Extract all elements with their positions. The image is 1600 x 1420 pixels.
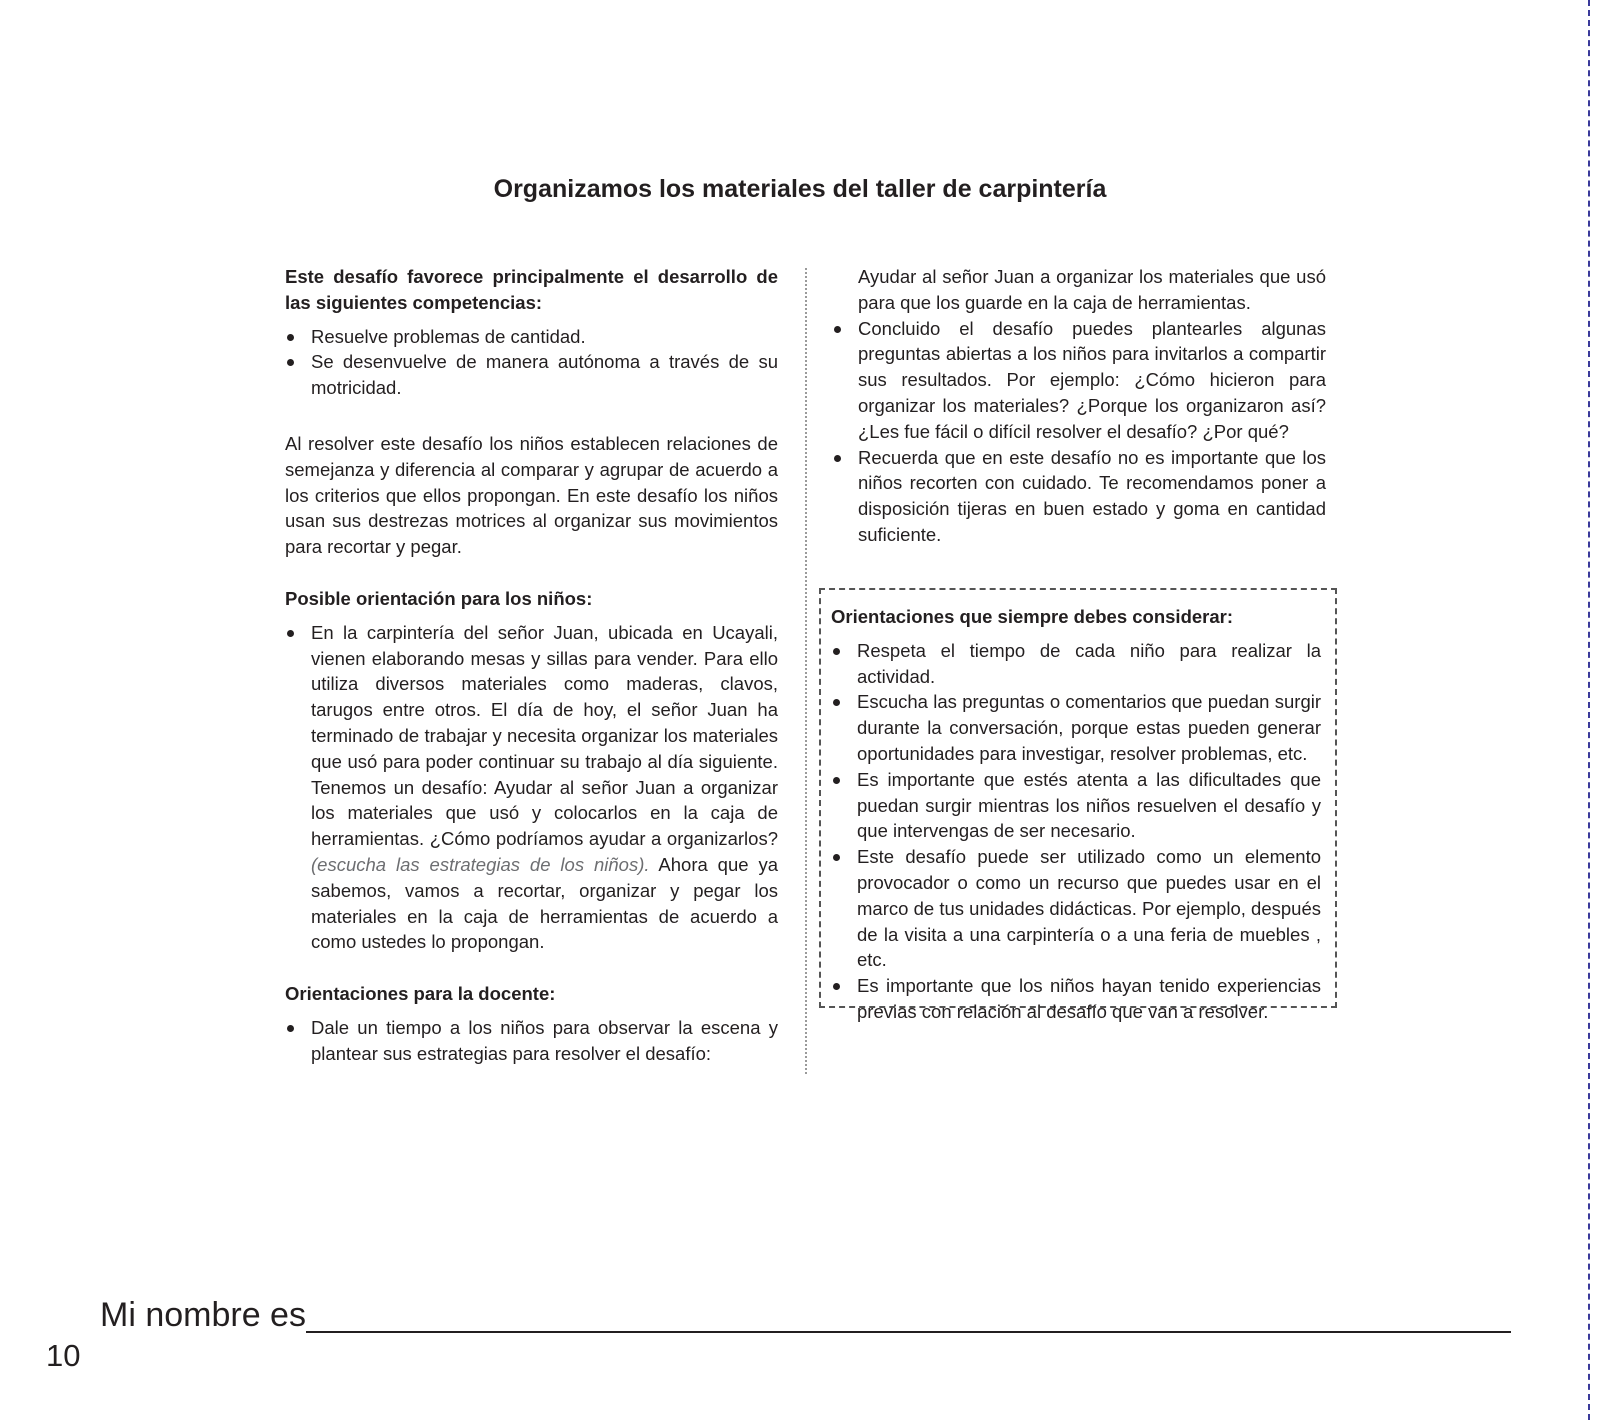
bullet-icon	[287, 1025, 294, 1032]
bullet-icon	[833, 699, 840, 706]
bullet-icon	[287, 334, 294, 341]
orientation-italic-note: (escucha las estrategias de los niños).	[311, 853, 650, 875]
bullet-icon	[834, 455, 841, 462]
cut-line	[1588, 0, 1590, 1420]
list-item: Escucha las preguntas o comentarios que puedan surgir durante la conversación, porque estas pueden generar oportunidades para investigar, resolver problemas, etc.	[831, 689, 1321, 766]
list-item: Resuelve problemas de cantidad.	[285, 324, 778, 350]
teacher-list	[285, 1015, 778, 1067]
left-column	[285, 264, 778, 1067]
list-item: Concluido el desafío puedes plantearles algunas preguntas abiertas a los niños para invitarlos a compartir sus resultados. Por ejemplo: ¿Cómo hicieron para organizar los materiales? ¿Porque los organizaron así? ¿Les fue fácil o difícil resolver el desafío? ¿Por qué?	[832, 316, 1326, 445]
name-label: Mi nombre es	[100, 1296, 306, 1334]
teacher-heading: Orientaciones para la docente:	[285, 983, 556, 1005]
competencies-list	[285, 324, 778, 401]
teacher-list-continued	[832, 316, 1326, 548]
page-title: Organizamos los materiales del taller de carpintería	[493, 175, 1107, 203]
bullet-icon	[833, 777, 840, 784]
list-item: Respeta el tiempo de cada niño para realizar la actividad.	[831, 638, 1321, 690]
bullet-icon	[833, 854, 840, 861]
competencies-heading: Este desafío favorece principalmente el desarrollo de las siguientes competencias:	[285, 266, 778, 313]
box-heading: Orientaciones que siempre debes considerar:	[831, 606, 1234, 627]
orientation-list	[285, 620, 778, 955]
bullet-icon	[833, 648, 840, 655]
considerations-box	[819, 588, 1337, 1022]
right-column	[832, 264, 1326, 548]
column-divider	[805, 268, 807, 1074]
orientation-heading: Posible orientación para los niños:	[285, 587, 593, 609]
name-write-line[interactable]	[306, 1331, 1511, 1333]
intro-paragraph: Al resolver este desafío los niños establecen relaciones de semejanza y diferencia al comparar y agrupar de acuerdo a los criterios que ellos propongan. En este desafío los niños usan sus destrezas motrices al organizar sus movimientos para recortar y pegar.	[285, 432, 778, 558]
list-item: Es importante que estés atenta a las dificultades que puedan surgir mientras los niños resuelven el desafío y que intervengas de ser necesario.	[831, 767, 1321, 844]
list-item: Este desafío puede ser utilizado como un elemento provocador o como un recurso que puedes usar en el marco de tus unidades didácticas. Por ejemplo, después de la visita a una carpintería o a una feria de muebles , etc.	[831, 844, 1321, 973]
bullet-icon	[833, 983, 840, 990]
list-item: Dale un tiempo a los niños para observar la escena y plantear sus estrategias para resolver el desafío:	[285, 1015, 778, 1067]
list-item: Es importante que los niños hayan tenido experiencias previas con relación al desafío que van a resolver.	[831, 973, 1321, 1025]
list-item: Recuerda que en este desafío no es importante que los niños recorten con cuidado. Te recomendamos poner a disposición tijeras en buen estado y goma en cantidad suficiente.	[832, 445, 1326, 548]
box-list	[831, 638, 1321, 1025]
bullet-icon	[287, 359, 294, 366]
list-item	[285, 620, 778, 955]
orientation-text-continued: Ahora que ya sabemos, vamos a recortar, organizar y pegar los materiales en la caja de herramientas de acuerdo a como ustedes lo propongan.	[311, 853, 778, 953]
bullet-icon	[834, 326, 841, 333]
teacher-item-continued: Ayudar al señor Juan a organizar los materiales que usó para que los guarde en la caja de herramientas.	[858, 266, 1326, 313]
list-item: Se desenvuelve de manera autónoma a través de su motricidad.	[285, 349, 778, 401]
page-number: 10	[46, 1338, 81, 1373]
orientation-text: En la carpintería del señor Juan, ubicada en Ucayali, vienen elaborando mesas y sillas para vender. Para ello utiliza diversos materiales como maderas, clavos, tarugos entre otros. El día de hoy, el señor Juan ha terminado de trabajar y necesita organizar los materiales que usó para poder continuar su trabajo al día siguiente. Tenemos un desafío: Ayudar al señor Juan a organizar los materiales que usó y colocarlos en la caja de herramientas. ¿Cómo podríamos ayudar a organizarlos?	[311, 621, 778, 850]
bullet-icon	[287, 630, 294, 637]
